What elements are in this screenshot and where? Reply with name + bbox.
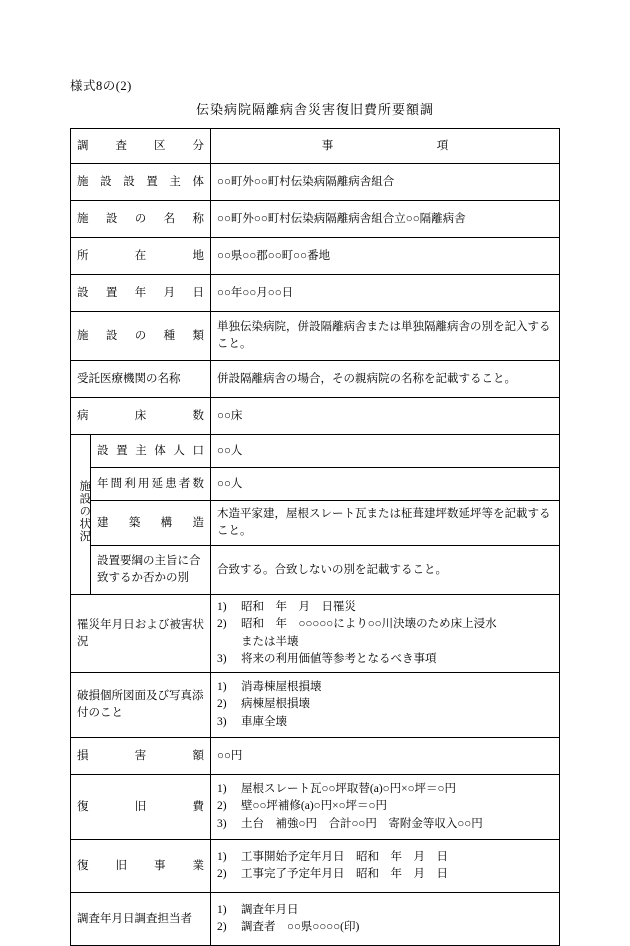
table-row [71, 361, 560, 398]
header-cell-category: 調査区分 [71, 129, 211, 164]
row-label: 建築構造 [91, 501, 211, 546]
list-item-number: 1) [217, 601, 227, 613]
list-item-number: 1) [217, 681, 227, 694]
restoration-cost-list [217, 781, 553, 833]
row-label: 破損個所図面及び写真添付のこと [71, 673, 211, 738]
damage-item-list [217, 679, 553, 731]
list-item-number: 2) [217, 921, 227, 933]
list-item-text: 昭和 年 月 日罹災 [241, 601, 356, 613]
row-value: ○○人 [211, 435, 560, 468]
row-label: 損害額 [71, 738, 211, 775]
row-value: ○○町外○○町村伝染病隔離病舎組合 [211, 164, 560, 201]
list-item-number: 2) [217, 868, 227, 880]
list-item-number: 3) [217, 715, 227, 728]
table-row [71, 312, 560, 361]
form-number: 様式8の(2) [70, 79, 132, 93]
table-header-row [71, 129, 560, 164]
list-item-text: 土台 補強○円 合計○○円 寄附金等収入○○円 [241, 817, 483, 830]
table-row [71, 238, 560, 275]
table-row [71, 201, 560, 238]
list-item [217, 714, 553, 731]
table-row-facility-status [71, 501, 560, 546]
list-item-number: 1) [217, 850, 227, 863]
list-item [217, 902, 553, 919]
header-cell-items: 事 項 [211, 129, 560, 164]
list-item-number: 3) [217, 652, 227, 665]
list-item-text: 調査年月日 [241, 903, 299, 916]
row-label: 施設設置主体 [71, 164, 211, 201]
table-row-disaster [71, 595, 560, 673]
table-row-survey [71, 893, 560, 946]
row-label: 調査年月日調査担当者 [71, 893, 211, 946]
row-label: 設置要綱の主旨に合致するか否かの別 [91, 546, 211, 595]
row-value [211, 673, 560, 738]
list-item [217, 696, 553, 713]
list-item-text: 車庫全壊 [241, 715, 287, 728]
row-value: ○○人 [211, 468, 560, 501]
row-label: 受託医療機関の名称 [71, 361, 211, 398]
row-label: 罹災年月日および被害状況 [71, 595, 211, 673]
list-item [217, 651, 553, 668]
facility-status-vertical-label [71, 435, 91, 595]
row-label: 病床数 [71, 398, 211, 435]
list-item-text: 将来の利用価値等参考となるべき事項 [241, 652, 437, 665]
survey-table [70, 128, 560, 946]
list-item [217, 816, 553, 833]
list-item [217, 866, 553, 883]
document-title: 伝染病院隔離病舎災害復旧費所要額調 [195, 102, 434, 117]
row-label: 設置主体人口 [91, 435, 211, 468]
table-row [71, 398, 560, 435]
list-item-text: 病棟屋根損壊 [241, 698, 310, 711]
table-row-facility-status [71, 468, 560, 501]
list-item [217, 919, 553, 936]
list-item-text: 消毒棟屋根損壊 [241, 681, 322, 694]
list-item-text: 昭和 年 ○○○○○により○○川決壊のため床上浸水 [241, 618, 497, 631]
disaster-item-list [217, 599, 553, 668]
list-item-text: または半壊 [241, 635, 299, 648]
row-value: ○○町外○○町村伝染病隔離病舎組合立○○隔離病舎 [211, 201, 560, 238]
table-row [71, 164, 560, 201]
row-label: 復旧事業 [71, 840, 211, 893]
list-item-number: 2) [217, 698, 227, 711]
row-value [211, 595, 560, 673]
list-item [217, 679, 553, 696]
row-value [211, 775, 560, 840]
row-value: 木造平家建，屋根スレート瓦または柾葺建坪数延坪等を記載すること。 [211, 501, 560, 546]
row-value: 併設隔離病舎の場合，その親病院の名称を記載すること。 [211, 361, 560, 398]
list-item [217, 616, 553, 633]
list-item-number: 3) [217, 817, 227, 830]
table-row-facility-status [71, 546, 560, 595]
table-row [71, 275, 560, 312]
row-value [211, 893, 560, 946]
row-value: ○○年○○月○○日 [211, 275, 560, 312]
row-value: 合致する。合致しないの別を記載すること。 [211, 546, 560, 595]
list-item-text: 調査者 ○○県○○○○(印) [241, 921, 360, 933]
list-item-number: 2) [217, 618, 227, 631]
list-item-number: 1) [217, 903, 227, 916]
row-value: ○○床 [211, 398, 560, 435]
row-label: 施設の名称 [71, 201, 211, 238]
table-row-restoration-project [71, 840, 560, 893]
list-item [217, 798, 553, 815]
list-item-text: 屋根スレート瓦○○坪取替(a)○円×○坪＝○円 [241, 783, 456, 796]
row-value: ○○県○○郡○○町○○番地 [211, 238, 560, 275]
restoration-project-list [217, 849, 553, 884]
row-label: 設置年月日 [71, 275, 211, 312]
row-label: 所在地 [71, 238, 211, 275]
table-row-facility-status [71, 435, 560, 468]
row-label: 年間利用延患者数 [91, 468, 211, 501]
list-item [217, 781, 553, 798]
list-item-continuation [217, 634, 553, 651]
row-value: ○○円 [211, 738, 560, 775]
survey-list [217, 902, 553, 937]
list-item [217, 599, 553, 616]
table-row-damage [71, 673, 560, 738]
list-item [217, 849, 553, 866]
row-value: 単独伝染病院，併設隔離病舎または単独隔離病舎の別を記入すること。 [211, 312, 560, 361]
list-item-number: 2) [217, 800, 227, 813]
list-item-text: 壁○○坪補修(a)○円×○坪＝○円 [241, 800, 387, 813]
facility-status-label-text: 施設の状況 [78, 480, 91, 543]
row-label: 施設の種類 [71, 312, 211, 361]
table-row-restoration-cost [71, 775, 560, 840]
row-value [211, 840, 560, 893]
row-label: 復旧費 [71, 775, 211, 840]
list-item-text: 工事開始予定年月日 昭和 年 月 日 [241, 850, 448, 863]
table-row-amount [71, 738, 560, 775]
list-item-number: 1) [217, 783, 227, 796]
list-item-text: 工事完了予定年月日 昭和 年 月 日 [241, 868, 448, 880]
